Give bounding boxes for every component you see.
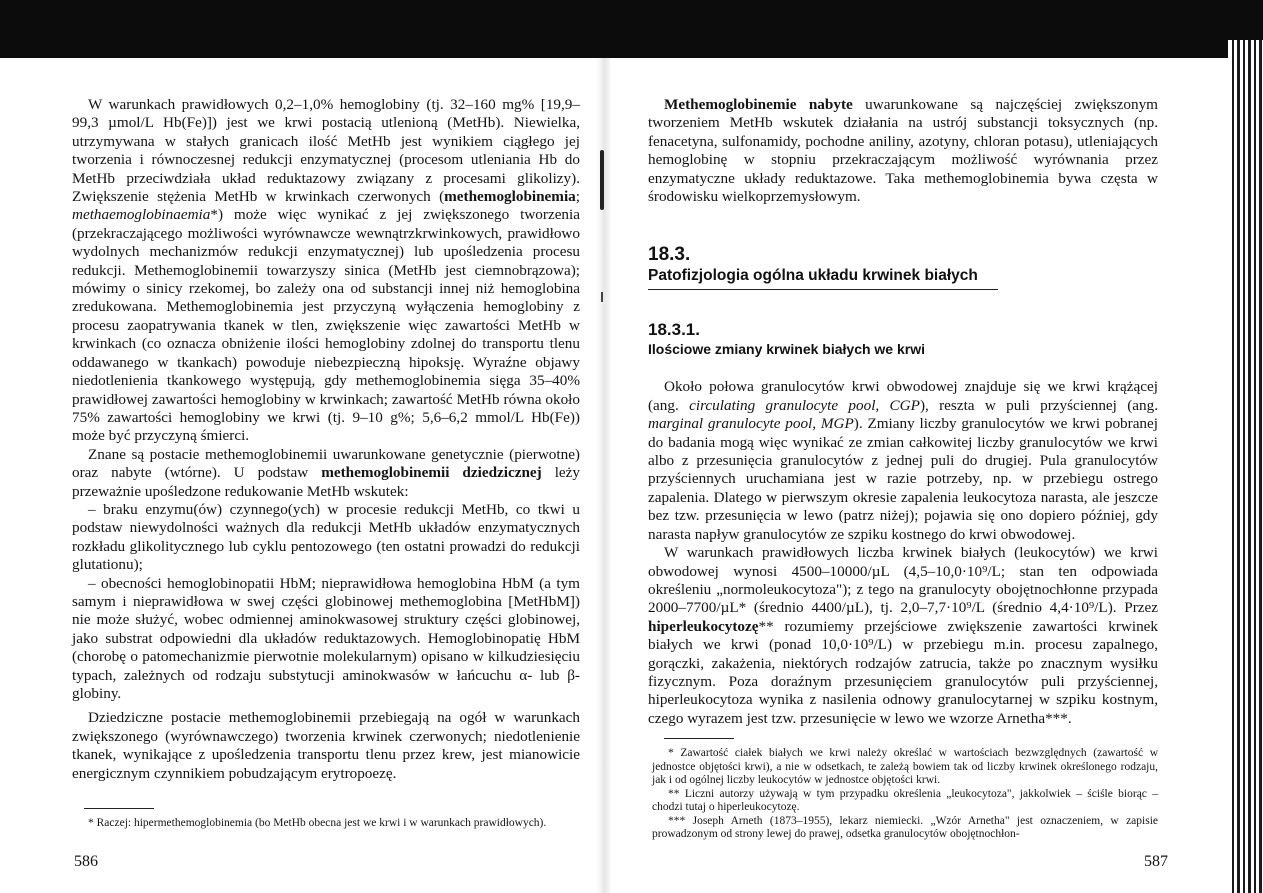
right-page-number: 587: [1144, 853, 1168, 870]
section-rule: [648, 289, 998, 290]
term-acquired: Methemoglobinemie nabyte: [664, 96, 853, 113]
scan-artifact-mark: [600, 150, 604, 210]
left-paragraph-1: W warunkach prawidłowych 0,2–1,0% hemoglobiny (tj. 32–160 mg% [19,9–99,3 µmol/L Hb(Fe)]) jest we krwi postacią utlenioną (MetHb). Niewielka, utrzymywana w stałych granicach ilość MetHb jest wynikiem ciągłego jej tworzenia i równoczesnej redukcji enzymatycznej (procesom utleniania Hb do MetHb przeciwdziała układ reduktazowy związany z procesami glikolizy). Zwiększenie stężenia MetHb w krwinkach czerwonych (methemoglobinemia; methaemoglobinaemia*) może więc wynikać z jej zwiększonego tworzenia (przekraczającego możliwości wyrównawcze wewnątrzkrwinkowych, prawidłowo wydolnych mechanizmów redukcji enzymatycznej) lub upośledzenia procesu redukcji. Methemoglobinemii towarzyszy sinica (MetHb jest ciemnobrązowa); mówimy o sinicy rzekomej, bo zależy ona od substancji innej niż hemoglobina zredukowana. Methemoglobinemia jest przyczyną wyłączenia hemoglobiny z procesu zaopatrywania tkanek w tlen, zwiększenie więc zawartości MetHb w krwinkach (co oznacza obniżenie ilości hemoglobiny zdolnej do transportu tlenu oddawanego w tkankach) powoduje niebezpieczną hipoksję. Wyraźne objawy niedotlenienia tkankowego występują, gdy methemoglobinemia sięga 35–40% prawidłowej zawartości hemoglobiny w krwinkach; zawartość MetHb równa około 75% zawartości hemoglobiny we krwi (tj. 9–10 g%; 5,6–6,2 mmol/L Hb(Fe)) może być przyczyną śmierci.: [72, 96, 580, 445]
right-paragraph-1: Methemoglobinemie nabyte uwarunkowane są najczęściej zwiększonym tworzeniem MetHb wskutek działania na ustrój substancji toksycznych (np. fenacetyna, sulfonamidy, pochodne aniliny, azotyny, chloran potasu), utleniających hemoglobinę w stopniu przekraczającym możliwość wyrównania przez enzymatyczne układy reduktazowe. Taka methemoglobinemia bywa częsta w środowisku wielkoprzemysłowym.: [648, 96, 1158, 206]
subsection-number: 18.3.1.: [648, 320, 700, 340]
left-paragraph-2: Znane są postacie methemoglobinemii uwarunkowane genetycznie (pierwotne) oraz nabyte (wtórne). U podstaw methemoglobinemii dziedzicznej leży przeważnie upośledzone redukowanie MetHb wskutek:: [72, 445, 580, 500]
right-page: [648, 96, 1158, 728]
scan-artifact-tick: [601, 292, 603, 302]
right-footnotes: [652, 738, 1158, 842]
left-footnote: * Raczej: hipermethemoglobinemia (bo MetHb obecna jest we krwi i w warunkach prawidłowych).: [88, 817, 547, 829]
right-footnote-1: * Zawartość ciałek białych we krwi należy określać w wartościach bezwzględnych (zawartość w jednostce objętości krwi), a nie w odsetkach, te zależą bowiem tak od liczby krwinek określonego rodzaju, jak i od ogólnej liczby leukocytów w jednostce objętości krwi.: [652, 747, 1158, 786]
section-title: Patofizjologia ogólna układu krwinek białych: [648, 267, 978, 285]
left-page-number: 586: [74, 853, 98, 870]
subsection-title: Ilościowe zmiany krwinek białych we krwi: [648, 341, 925, 358]
term-hyperleukocytosis: hiperleukocytozę: [648, 617, 759, 635]
term-cgp: circulating granulocyte pool, CGP: [689, 396, 920, 414]
scan-notch: [620, 44, 680, 58]
page-stack-edge: [1228, 40, 1263, 893]
left-list-item-1: – braku enzymu(ów) czynnego(ych) w procesie redukcji MetHb, co tkwi u podstaw niewydolności ważnych dla redukcji MetHb układów enzymatycznych rozkładu glikolitycznego lub cyklu pentozowego (ten ostatni prowadzi do redukcji glutationu);: [72, 500, 580, 574]
right-footnote-2: ** Liczni autorzy używają w tym przypadku określenia „leukocytoza", jakkolwiek – ściśle biorąc – chodzi tutaj o hiperleukocytozę.: [652, 787, 1158, 813]
term-latin: methaemoglobinaemia: [72, 206, 211, 224]
right-paragraph-2: Około połowa granulocytów krwi obwodowej znajduje się we krwi krążącej (ang. circulating granulocyte pool, CGP), reszta w puli przyściennej (ang. marginal granulocyte pool, MGP). Zmiany liczby granulocytów we krwi pobranej do badania mogą więc wynikać ze zmian całkowitej liczby granulocytów we krwi albo z przesunięcia granulocytów z jednej puli do drugiej. Pula granulocytów przyściennych uruchamiana jest w razie potrzeby, np. w przebiegu ostrego zapalenia. Dlatego w pierwszym okresie zapalenia leukocytoza narasta, ale jeszcze bez tzw. przesunięcia w lewo (patrz niżej); pojawia się ono dopiero później, gdy narasta napływ granulocytów ze szpiku kostnego do krwi obwodowej.: [648, 378, 1159, 543]
left-page: [72, 96, 580, 783]
term-hereditary: methemoglobinemii dziedzicznej: [321, 464, 542, 482]
right-paragraph-3: W warunkach prawidłowych liczba krwinek białych (leukocytów) we krwi obwodowej wynosi 4500–10000/µL (4,5–10,0·10⁹/L; stan ten odpowiada określeniu „normoleukocytoza"); z tego na granulocyty obojętnochłonne przypada 2000–7700/µL* (średnio 4400/µL), tj. 2,0–7,7·10⁹/L (średnio 4,4·10⁹/L). Przez hiperleukocytozę** rozumiemy przejściowe zwiększenie zawartości krwinek białych we krwi (ponad 10,0·10⁹/L) w przebiegu m.in. procesu zapalnego, gorączki, zakażenia, niektórych rodzajów zatrucia, także po znacznym wysiłku fizycznym. Poza doraźnym przesunięciem granulocytów puli przyściennej, hiperleukocytoza wynika z nasilenia odnowy granulocytarnej w szpiku kostnym, czego wyrazem jest tzw. przesunięcie w lewo we wzorze Arnetha***.: [648, 544, 1158, 727]
footnote-rule: [664, 738, 734, 739]
left-list-item-2: – obecności hemoglobinopatii HbM; nieprawidłowa hemoglobina HbM (a tym samym i nieprawidłowa w swej części globinowej methemoglobina [MetHbM]) nie może służyć, wobec odmiennej aminokwasowej struktury części globinowej, jako substrat odpowiedni dla układów reduktazowych. Hemoglobinopatię HbM (chorobę o patomechanizmie pierwotnie molekularnym) opisano w kilkudziesięciu typach, zależnych od rodzaju substytucji aminokwasów w łańcuchu α- lub β-globiny.: [72, 574, 580, 702]
right-footnote-3: *** Joseph Arneth (1873–1955), lekarz niemiecki. „Wzór Arnetha" jest oznaczeniem, w zapisie prowadzonym od strony lewej do prawej, odsetka granulocytów obojętnochłon-: [652, 814, 1158, 840]
term-mgp: marginal granulocyte pool, MGP: [648, 415, 854, 433]
scan-dark-border: [0, 0, 1263, 58]
left-footnotes: [72, 808, 580, 831]
section-number: 18.3.: [648, 244, 691, 266]
left-paragraph-3: Dziedziczne postacie methemoglobinemii przebiegają na ogół w warunkach zwiększonego (wyrównawczego) tworzenia krwinek czerwonych; niedotlenienie tkanek, wynikające z upośledzenia transportu tlenu przez krew, jest mianowicie energicznym czynnikiem pobudzającym erytropoezę.: [72, 709, 580, 782]
footnote-rule: [84, 808, 154, 809]
term-methemoglobinemia: methemoglobinemia: [444, 188, 576, 206]
